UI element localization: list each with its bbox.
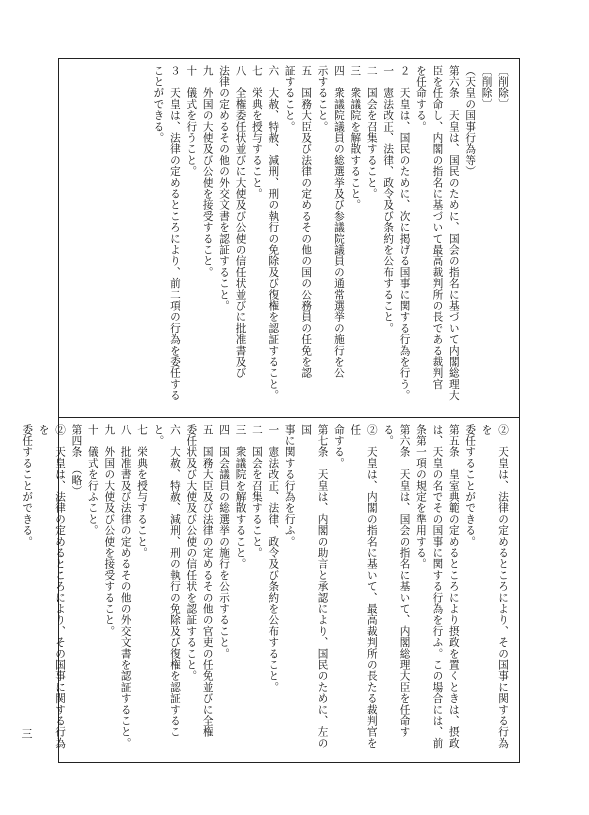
text-line: 一 憲法改正、法律、政令及び条約を公布すること。 — [382, 65, 395, 334]
text-line: ② 天皇は、内閣の指名に基いて、最高裁判所の長たる裁判官を任 — [349, 424, 378, 749]
text-line: 一 憲法改正、法律、政令及び条約を公布すること。 — [267, 424, 280, 693]
text-line: 〔削除〕 — [480, 65, 493, 110]
text-line: ② 天皇は、法律の定めるところにより、その国事に関する行為を — [37, 424, 67, 749]
text-line: 三 衆議院を解散すること。 — [349, 65, 362, 211]
text-line: 示すること。 — [316, 65, 329, 133]
text-line: ２ 天皇は、国民のために、次に掲げる国事に関する行為を行う。 — [398, 65, 411, 401]
text-line: 条第一項の規定を準用する。 — [414, 424, 427, 570]
text-line: 二 国会を召集すること。 — [365, 65, 378, 200]
text-line: ことができる。 — [152, 65, 165, 144]
text-line: 五 国務大臣及び法律の定めるその他の官吏の任免並びに全権 — [201, 424, 214, 738]
text-line: 十 儀式を行うこと。 — [185, 65, 198, 177]
text-line: 八 批准書及び法律の定めるその他の外交文書を認証すること。 — [119, 424, 132, 749]
text-line: 二 国会を召集すること。 — [250, 424, 263, 559]
text-line: 第五条 皇室典範の定めるところにより摂政を置くときは、摂政 — [447, 424, 460, 749]
current-text-column — [19, 424, 511, 758]
page-number: 三 — [20, 728, 33, 739]
text-line: 六 大赦、特赦、減刑、刑の執行の免除及び復権を認証すること。 — [267, 65, 280, 401]
text-line: 第六条 天皇は、国会の指名に基いて、内閣総理大臣を任命する。 — [382, 424, 411, 738]
text-line: 三 衆議院を解散すること。 — [234, 424, 247, 570]
text-line: 第七条 天皇は、内閣の助言と承認により、国民のために、左の国 — [300, 424, 329, 749]
text-line: 九 外国の大使及び公使を接受すること。 — [201, 65, 214, 278]
text-line: 委任状及び大使及び公使の信任状を認証すること。 — [185, 424, 198, 682]
text-line: 五 国務大臣及び法律の定めるその他の国の公務員の任免を認 — [300, 65, 313, 379]
text-line: 委任することができる。 — [464, 424, 477, 548]
text-line: 証すること。 — [283, 65, 296, 133]
text-line: 命する。 — [332, 424, 345, 469]
text-line: 四 国会議員の総選挙の施行を公示すること。 — [218, 424, 231, 660]
text-line: 事に関する行為を行ふ。 — [283, 424, 296, 548]
text-line: 九 外国の大使及び公使を接受すること。 — [103, 424, 116, 637]
text-line: 臣を任命し、内閣の指名に基づいて最高裁判所の長である裁判官 — [431, 65, 444, 390]
current-text-pane — [21, 418, 519, 764]
text-line: 七 栄典を授与すること。 — [250, 65, 263, 200]
text-line: 〔削除〕 — [497, 65, 509, 110]
text-line: 法律の定めるその他の外交文書を認証すること。 — [218, 65, 231, 312]
text-line: 第四条 （略） — [70, 424, 83, 498]
text-line: 八 全権委任状並びに大使及び公使の信任状並びに批准書及び — [234, 65, 247, 379]
proposed-text-column — [150, 65, 511, 411]
text-line: は、天皇の名でその国事に関する行為を行ふ。この場合には、前 — [431, 424, 444, 749]
comparison-table — [21, 58, 520, 763]
text-line: 四 衆議院議員の総選挙及び参議院議員の通常選挙の施行を公 — [332, 65, 345, 379]
text-line: ② 天皇は、法律の定めるところにより、その国事に関する行為を — [480, 424, 509, 749]
text-line: 六 大赦、特赦、減刑、刑の執行の免除及び復権を認証すること。 — [152, 424, 181, 738]
text-line: 七 栄典を授与すること。 — [136, 424, 149, 559]
text-line: 十 儀式を行ふこと。 — [86, 424, 99, 536]
text-line: （天皇の国事行為等） — [464, 65, 477, 177]
proposed-text-pane — [59, 59, 519, 417]
text-line: を任命する。 — [414, 65, 427, 133]
text-line: 委任することができる。 — [21, 424, 34, 548]
text-line: ３ 天皇は、法律の定めるところにより、前二項の行為を委任する — [168, 65, 181, 401]
text-line: 第六条 天皇は、国民のために、国会の指名に基づいて内閣総理大 — [447, 65, 460, 401]
